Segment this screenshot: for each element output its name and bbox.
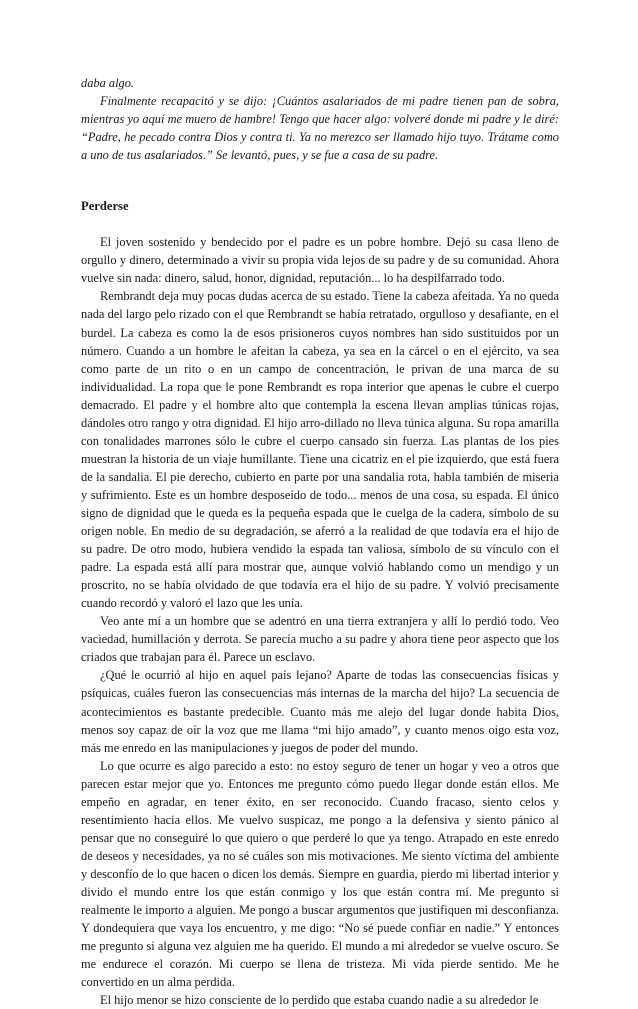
section-heading: Perderse bbox=[81, 199, 129, 214]
body-paragraph-last: El hijo menor se hizo consciente de lo perdido que estaba cuando nadie a su alrededor le bbox=[100, 993, 539, 1008]
intro-fragment: daba algo. bbox=[81, 76, 135, 90]
document-page bbox=[81, 74, 559, 1009]
body-paragraph: Rembrandt deja muy pocas dudas acerca de su estado. Tiene la cabeza afeitada. Ya no queda nada del largo pelo rizado con el que Rembrandt se había retratado, orgulloso y desafiante, en el burdel. La cabeza es como la de esos prisioneros cuyos nombres han sido sustituidos por un número. Cuando a un hombre le afeitan la cabeza, ya sea en la cárcel o en el ejército, va sea como parte de un rito o en un campo de concentración, le privan de una marca de su individualidad. La ropa que le pone Rembrandt es ropa interior que apenas le cubre el cuerpo demacrado. El padre y el hombre alto que contempla la escena llevan amplias túnicas rojas, dándoles otro rango y otra dignidad. El hijo arro-dillado no lleva túnica alguna. Su ropa amarilla con tonalidades marrones sólo le cubre el cuerpo cansado sin fuerza. Las plantas de los pies muestran la historia de un viaje humillante. Tiene una cicatriz en el pie izquierdo, que está fuera de la sandalia. El pie derecho, cubierto en parte por una sandalia rota, habla también de miseria y sufrimiento. Este es un hombre desposeído de todo... menos de una cosa, su espada. El único signo de dignidad que le queda es la pequeña espada que le cuelga de la cadera, símbolo de su origen noble. En medio de su degradación, se aferró a la realidad de que todavía era el hijo de su padre. De otro modo, hubiera vendido la espada tan valiosa, símbolo de su vínculo con el padre. La espada está allí para mostrar que, aunque volvió hablando como un mendigo y un proscrito, no se había olvidado de que todavía era el hijo de su padre. Y volvió precisamente cuando recordó y valoró el lazo que les unía. bbox=[81, 289, 559, 611]
body-paragraph: Lo que ocurre es algo parecido a esto: no estoy seguro de tener un hogar y veo a otros que parecen estar mejor que yo. Entonces me pregunto cómo puedo llegar donde están ellos. Me empeño en agradar, en tener éxito, en ser reconocido. Cuando fracaso, siento celos y resentimiento hacia ellos. Me vuelvo suspicaz, me pongo a la defensiva y siento pánico al pensar que no conseguiré lo que quiero o que perderé lo que ya tengo. Atrapado en este enredo de deseos y necesidades, ya no sé cuáles son mis motivaciones. Me siento víctima del ambiente y desconfío de lo que hacen o dicen los demás. Siempre en guardia, pierdo mi libertad interior y divido el mundo entre los que están conmigo y los que están contra mí. Me pregunto si realmente le importo a alguien. Me pongo a buscar argumentos que justifiquen mi desconfianza. Y dondequiera que vaya los encuentro, y me digo: “No sé puede confiar en nadie.” Y entonces me pregunto si alguna vez alguien me ha querido. El mundo a mi alrededor se vuelve oscuro. Se me endurece el corazón. Mi cuerpo se llena de tristeza. Mi vida pierde sentido. Me he convertido en un alma perdida. bbox=[81, 758, 559, 990]
intro-paragraph: Finalmente recapacitó y se dijo: ¡Cuántos asalariados de mi padre tienen pan de sobra, mientras yo aquí me muero de hambre! Tengo que hacer algo: volveré donde mi padre y le diré: “Padre, he pecado contra Dios y contra ti. Ya no merezco ser llamado hijo tuyo. Trátame como a uno de tus asalariados.” Se levantó, pues, y se fue a casa de su padre. bbox=[81, 94, 559, 163]
body-paragraph: ¿Qué le ocurrió al hijo en aquel país lejano? Aparte de todas las consecuencias físicas y psíquicas, cuáles fueron las consecuencias más internas de la marcha del hijo? La secuencia de acontecimientos es bastante predecible. Cuanto más me alejo del lugar donde habita Dios, menos soy capaz de oír la voz que me llama “mi hijo amado”, y cuanto menos oigo esta voz, más me enredo en las manipulaciones y juegos de poder del mundo. bbox=[81, 668, 559, 755]
body-paragraph: Veo ante mí a un hombre que se adentró en una tierra extranjera y allí lo perdió todo. Veo vaciedad, humillación y derrota. Se parecía mucho a su padre y ahora tiene peor aspecto que los criados que trabajan para él. Parece un esclavo. bbox=[81, 614, 559, 665]
body-paragraph: El joven sostenido y bendecido por el padre es un pobre hombre. Dejó su casa lleno de orgullo y dinero, determinado a vivir su propia vida lejos de su padre y de su comunidad. Ahora vuelve sin nada: dinero, salud, honor, dignidad, reputación... lo ha despilfarrado todo. bbox=[81, 235, 559, 286]
